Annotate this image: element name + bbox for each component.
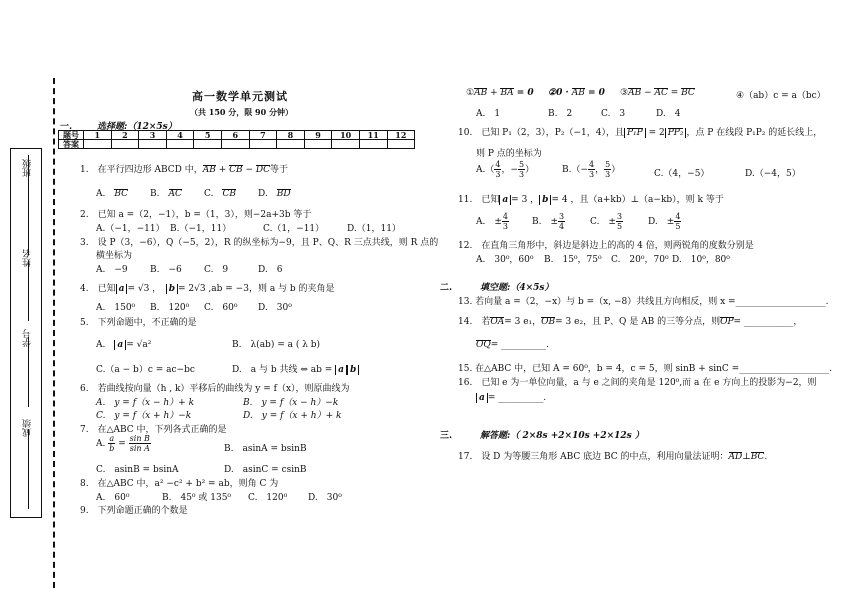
q12-option-c[interactable]: C. 20⁰，70⁰ — [611, 255, 669, 265]
answer-cell[interactable] — [359, 140, 387, 149]
answer-cell[interactable] — [194, 140, 222, 149]
table-cell: 11 — [359, 131, 387, 140]
q11-option-c[interactable]: C. ± $\frac{3}{5}$ — [590, 212, 623, 231]
table-cell: 2 — [111, 131, 139, 140]
answer-cell[interactable] — [221, 140, 249, 149]
q1-option-d[interactable]: D. BD — [258, 189, 291, 199]
q7-option-d[interactable]: D. asinC = csinB — [224, 465, 307, 475]
q3-option-c[interactable]: C. 9 — [204, 265, 229, 275]
table-row — [59, 140, 415, 149]
q16-line-2: a = __________. — [476, 393, 546, 403]
question-3-cont: 横坐标为 — [96, 251, 133, 261]
question-10: 10. 已知 P₁（2，3），P₂（−1，4），且 P₁P = 2 PP₂ ，点 P 在线段 P₁P₂ 的延长线上， — [458, 128, 823, 138]
q9-option-d[interactable]: D. 4 — [656, 109, 681, 119]
question-8: 8. 在△ABC 中，a² −c² + b² = ab，则角 C 为 — [80, 479, 279, 489]
question-14: 14. 若OA= 3 e₁，OB= 3 e₂，且 P、Q 是 AB 的三等分点，则OP= ___________， — [458, 317, 803, 327]
q7-option-c[interactable]: C. asinB = bsinA — [96, 465, 179, 475]
q12-option-b[interactable]: B. 15⁰，75⁰ — [544, 255, 602, 265]
q12-option-d[interactable]: D. 10⁰，80⁰ — [672, 255, 730, 265]
page-title: 高一数学单元测试 — [192, 90, 288, 103]
score-label: 成绩 — [23, 419, 33, 437]
table-cell: 10 — [332, 131, 360, 140]
q11-option-a[interactable]: A. ± $\frac{4}{3}$ — [476, 212, 508, 231]
answer-cell[interactable] — [332, 140, 360, 149]
q13-answer-blank[interactable]: ____________________. — [735, 297, 829, 307]
answer-cell[interactable] — [304, 140, 332, 149]
table-cell: 6 — [221, 131, 249, 140]
question-15: 15. 在△ABC 中，已知 A = 60⁰，b = 4，c = 5，则 sinB + sinC =____________________. — [458, 364, 833, 374]
q2-option-b[interactable]: B.（−1，11） — [170, 224, 232, 234]
q9-item-4: ④（ab）c = a（bc） — [736, 91, 826, 101]
q4-option-d[interactable]: D. 30⁰ — [258, 303, 292, 313]
q11-option-b[interactable]: B. ± $\frac{3}{4}$ — [532, 212, 565, 231]
q9-item-3: ③AB − AC = BC — [620, 88, 695, 98]
answer-cell[interactable] — [84, 140, 112, 149]
section3-number: 三. — [440, 431, 453, 441]
binding-line — [53, 78, 55, 588]
q9-option-c[interactable]: C. 3 — [601, 109, 626, 119]
question-11: 11. 已知 a = 3 ， b = 4 ，且（a+kb）⊥（a−kb），则 k 等于 — [458, 195, 724, 205]
question-3: 3. 设 P（3，−6），Q（−5，2），R 的纵坐标为−9，且 P、Q、R 三点共线，则 R 点的 — [80, 238, 439, 248]
student-info-box — [10, 148, 42, 518]
table-cell: 1 — [84, 131, 112, 140]
q14-answer-blank-1[interactable]: = ___________， — [733, 317, 803, 327]
question-1: 1. 在平行四边形 ABCD 中，AB + CB − DC等于 — [80, 165, 288, 175]
q8-option-c[interactable]: C. 120⁰ — [248, 493, 288, 503]
q6-option-a[interactable]: A. y = f（x − h）+ k — [96, 398, 195, 408]
table-header-cell: 答案 — [59, 140, 84, 149]
q9-option-b[interactable]: B. 2 — [548, 109, 573, 119]
q8-option-d[interactable]: D. 30⁰ — [308, 493, 342, 503]
section1-number: 一. — [60, 122, 73, 132]
q10-option-b[interactable]: B.（− $\frac{4}{3}$ ， $\frac{5}{3}$ ） — [562, 160, 621, 179]
answer-cell[interactable] — [249, 140, 277, 149]
q11-option-d[interactable]: D. ± $\frac{4}{5}$ — [648, 212, 681, 231]
q3-option-b[interactable]: B. −6 — [150, 265, 182, 275]
q9-item-1: ①AB + BA = 0 — [466, 88, 534, 98]
q1-option-c[interactable]: C. CB — [204, 189, 236, 199]
q1-option-b[interactable]: B. AC — [150, 189, 182, 199]
question-9: 9. 下列命题正确的个数是 — [80, 506, 188, 516]
section3-title: 解答题:（ 2×8s +2×10s +2×12s ） — [480, 431, 644, 441]
section2-number: 二. — [440, 283, 453, 293]
answer-cell[interactable] — [387, 140, 415, 149]
table-cell: 7 — [249, 131, 277, 140]
q4-option-a[interactable]: A. 150⁰ — [96, 303, 136, 313]
id-label: 学号 — [23, 329, 33, 347]
table-cell: 8 — [277, 131, 305, 140]
q10-option-c[interactable]: C.（4，−5） — [654, 169, 710, 179]
answer-cell[interactable] — [139, 140, 167, 149]
question-7: 7. 在△ABC 中，下列各式正确的是 — [80, 425, 227, 435]
q5-option-d[interactable]: D. a 与 b 共线 ⇔ ab = a b — [232, 362, 359, 375]
question-2: 2. 已知 a =（2，−1），b =（1，3），则−2a+3b 等于 — [80, 210, 312, 220]
answer-cell[interactable] — [277, 140, 305, 149]
name-label: 姓名 — [23, 249, 33, 267]
id-field[interactable] — [28, 261, 29, 321]
question-6: 6. 若曲线按向量（h , k）平移后的曲线为 y = f（x），则原曲线为 — [80, 384, 350, 394]
question-4: 4. 已知 a = √3 ， b = 2√3 ,ab = −3，则 a 与 b 的夹角是 — [80, 284, 335, 294]
answer-cell[interactable] — [111, 140, 139, 149]
q4-option-c[interactable]: C. 60⁰ — [204, 303, 238, 313]
q7-option-a[interactable]: A. $\frac{a}{b}$ = $\frac{\text{sin B}}{\text{sin A}}$ — [96, 434, 150, 453]
q1-option-a[interactable]: A. BC — [96, 189, 129, 199]
q5-option-b[interactable]: B. λ(ab) = a ( λ b) — [232, 340, 321, 350]
q2-option-c[interactable]: C.（1，−11） — [263, 224, 325, 234]
q10-option-d[interactable]: D.（−4，5） — [745, 169, 801, 179]
q6-option-b[interactable]: B. y = f（x − h）−k — [243, 398, 339, 408]
q7-option-b[interactable]: B. asinA = bsinB — [224, 444, 307, 454]
question-10-cont: 则 P 点的坐标为 — [476, 149, 542, 159]
q8-option-a[interactable]: A. 60⁰ — [96, 493, 130, 503]
q6-option-c[interactable]: C. y = f（x + h）−k — [96, 411, 192, 421]
q2-option-d[interactable]: D.（1，11） — [347, 224, 401, 234]
table-cell: 4 — [166, 131, 194, 140]
q3-option-d[interactable]: D. 6 — [258, 265, 283, 275]
q3-option-a[interactable]: A. −9 — [96, 265, 128, 275]
question-17: 17. 设 D 为等腰三角形 ABC 底边 BC 的中点，利用向量法证明：AD⊥BC. — [458, 452, 768, 462]
table-cell: 3 — [139, 131, 167, 140]
q4-option-b[interactable]: B. 120⁰ — [150, 303, 190, 313]
question-16: 16. 已知 e 为一单位向量，a 与 e 之间的夹角是 120⁰,而 a 在 e 方向上的投影为−2，则 — [458, 378, 817, 388]
q14-line-2: OQ= __________. — [476, 340, 550, 350]
class-label: 班级 — [23, 159, 33, 177]
table-cell: 5 — [194, 131, 222, 140]
table-cell: 12 — [387, 131, 415, 140]
q5-option-c[interactable]: C.（a − b）c = ac−bc — [96, 365, 195, 375]
name-field[interactable] — [28, 337, 29, 407]
q5-option-a[interactable]: A. a = √a² — [96, 340, 152, 350]
q12-option-a[interactable]: A. 30⁰，60⁰ — [476, 255, 534, 265]
q2-option-a[interactable]: A.（−1，−11） — [96, 224, 165, 234]
q9-option-a[interactable]: A. 1 — [476, 109, 501, 119]
answer-cell[interactable] — [166, 140, 194, 149]
q9-item-2: ②0 · AB = 0 — [548, 88, 605, 98]
q6-option-d[interactable]: D. y = f（x + h）+ k — [243, 411, 342, 421]
q10-option-a[interactable]: A.（ $\frac{4}{3}$ ，− $\frac{5}{3}$ ） — [476, 160, 535, 179]
question-13: 13. 若向量 a =（2，−x）与 b =（x, −8）共线且方向相反，则 x =____________________. — [458, 297, 829, 307]
page-subtitle: （共 150 分，限 90 分钟） — [190, 107, 293, 117]
table-cell: 9 — [304, 131, 332, 140]
q15-answer-blank[interactable]: ____________________. — [739, 364, 833, 374]
q8-option-b[interactable]: B. 45⁰ 或 135⁰ — [162, 493, 232, 503]
question-12: 12. 在直角三角形中，斜边是斜边上的高的 4 倍，则两锐角的度数分别是 — [458, 241, 754, 251]
class-field[interactable] — [28, 429, 29, 509]
table-header-cell: 题号 — [59, 131, 84, 140]
section2-title: 填空题:（4×5s） — [480, 283, 554, 293]
q16-answer-blank[interactable]: = __________. — [487, 393, 547, 403]
section1-title: 选择题:（12×5s） — [97, 122, 177, 132]
q14-answer-blank-2[interactable]: = __________. — [490, 340, 550, 350]
answer-table — [58, 130, 415, 149]
question-5: 5. 下列命题中，不正确的是 — [80, 318, 197, 328]
table-row — [59, 131, 415, 140]
